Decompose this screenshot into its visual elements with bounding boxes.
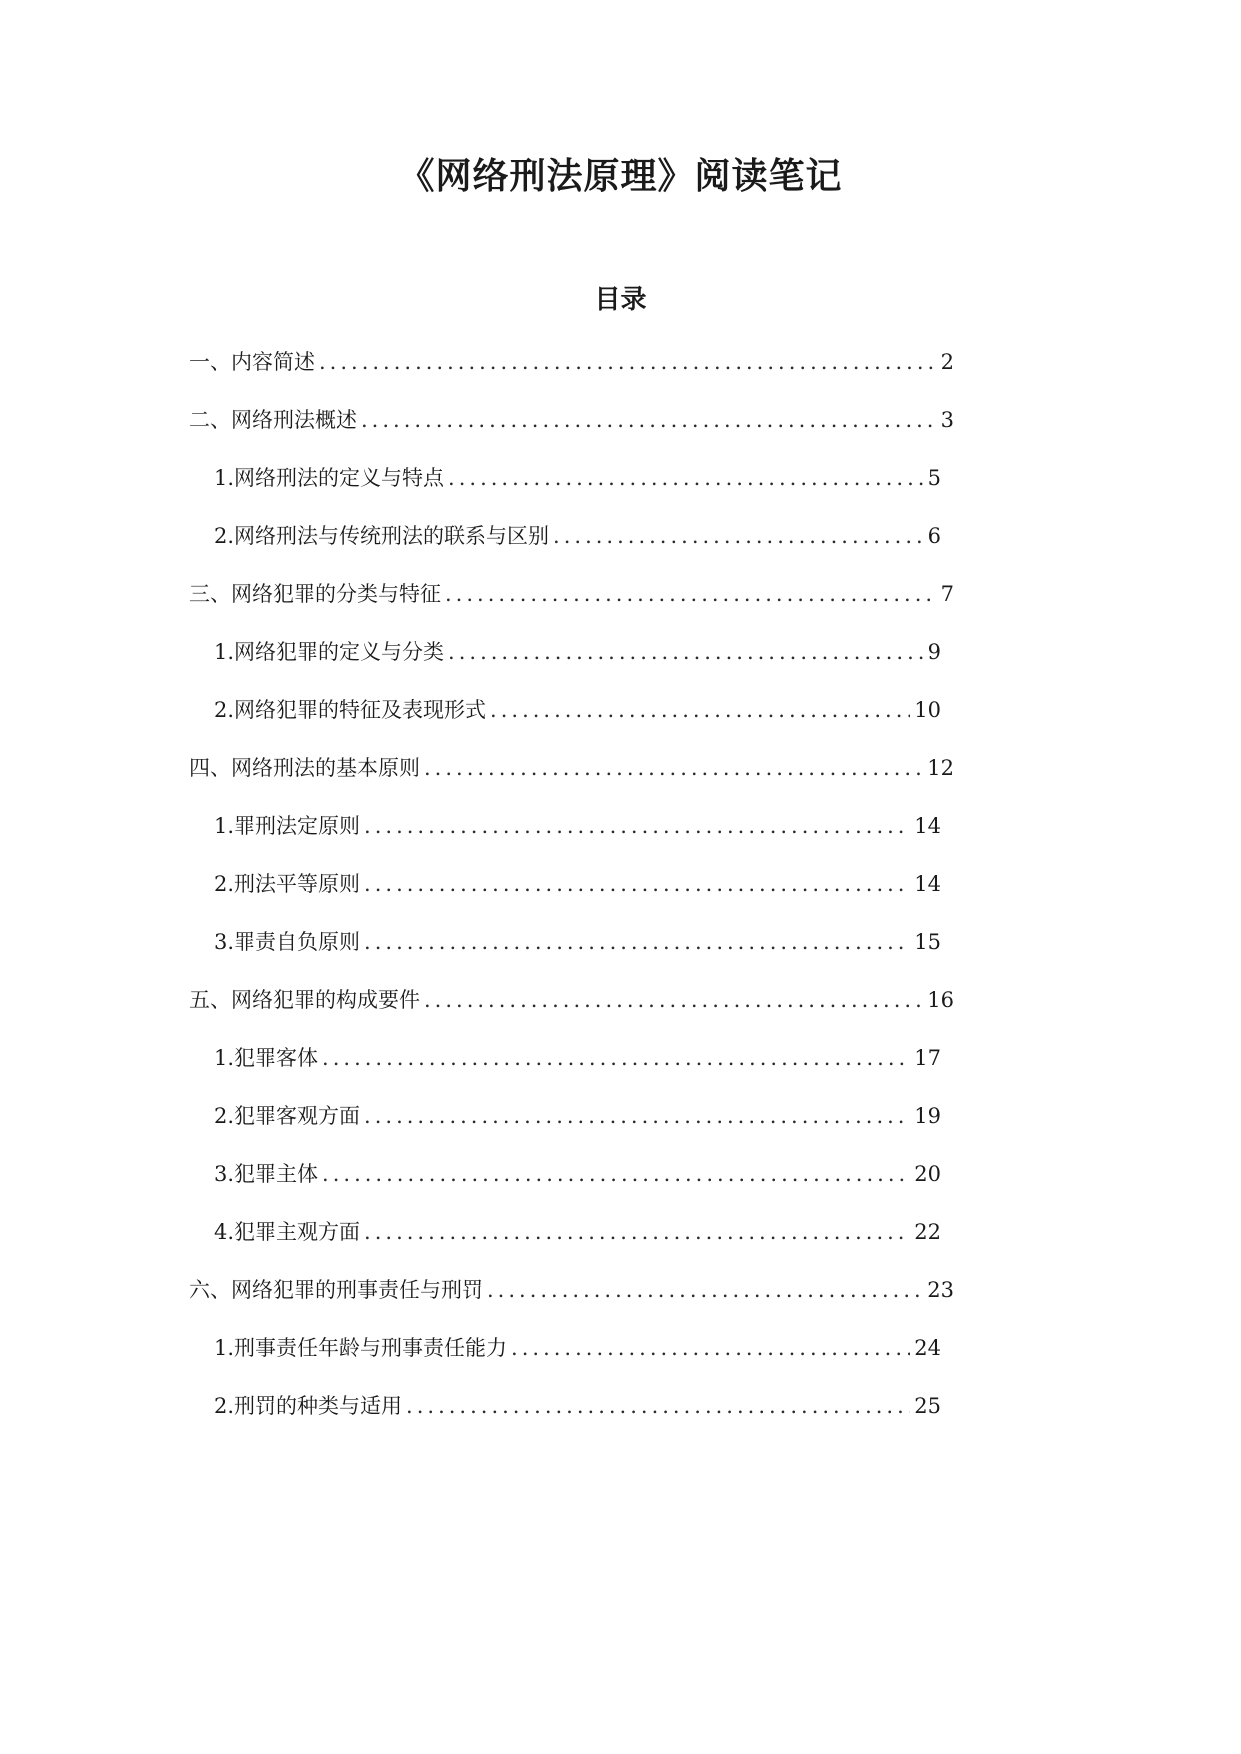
toc-entry-text: 网络刑法的定义与特点: [234, 466, 445, 490]
toc-entry-number: 2.: [214, 1104, 235, 1128]
toc-page-number: 16: [927, 988, 954, 1012]
toc-entry-text: 六、网络犯罪的刑事责任与刑罚: [189, 1278, 483, 1302]
toc-entry-number: 1.: [214, 640, 235, 664]
toc-entry-number: 1.: [214, 466, 235, 490]
toc-entry[interactable]: [214, 637, 941, 667]
toc-page-number: 19: [914, 1104, 941, 1128]
toc-entry-text: 罪刑法定原则: [234, 814, 361, 838]
toc-entry-number: 1.: [214, 1046, 235, 1070]
toc-leader: [319, 347, 937, 377]
toc-entry-number: 3.: [214, 930, 235, 954]
toc-entry[interactable]: [214, 695, 941, 725]
toc-entry[interactable]: [214, 1101, 941, 1131]
toc-entry[interactable]: [214, 1043, 941, 1073]
toc-entry-text: 刑罚的种类与适用: [234, 1394, 403, 1418]
toc-entry-text: 网络犯罪的特征及表现形式: [234, 698, 487, 722]
toc-page-number: 20: [914, 1162, 941, 1186]
toc-leader: [424, 985, 923, 1015]
toc-entry[interactable]: [189, 1275, 954, 1305]
toc-entry-text: 二、网络刑法概述: [189, 408, 357, 432]
toc-entry-text: 犯罪客观方面: [234, 1104, 361, 1128]
toc-entry[interactable]: [214, 869, 941, 899]
toc-entry-number: 2.: [214, 1394, 235, 1418]
toc-leader: [511, 1333, 910, 1363]
toc-leader: [490, 695, 910, 725]
toc-entry-number: 4.: [214, 1220, 235, 1244]
toc-page-number: 6: [927, 524, 941, 548]
toc-page-number: 25: [914, 1394, 941, 1418]
toc-entry[interactable]: [189, 347, 954, 377]
toc-entry-text: 网络刑法与传统刑法的联系与区别: [234, 524, 550, 548]
toc-entry-text: 网络犯罪的定义与分类: [234, 640, 445, 664]
toc-entry[interactable]: [214, 811, 941, 841]
toc-page-number: 10: [914, 698, 941, 722]
toc-entry-number: 3.: [214, 1162, 235, 1186]
toc-page-number: 5: [927, 466, 941, 490]
toc-leader: [364, 869, 910, 899]
toc-page-number: 9: [927, 640, 941, 664]
toc-entry[interactable]: [214, 927, 941, 957]
toc-page-number: 17: [914, 1046, 941, 1070]
toc-page-number: 24: [914, 1336, 941, 1360]
toc-entry[interactable]: [189, 579, 954, 609]
toc-entry[interactable]: [214, 1159, 941, 1189]
toc-leader: [322, 1159, 910, 1189]
toc-entry-text: 一、内容简述: [189, 350, 315, 374]
toc-entry-text: 犯罪主观方面: [234, 1220, 361, 1244]
toc-entry-text: 刑事责任年龄与刑事责任能力: [234, 1336, 508, 1360]
toc-entry[interactable]: [214, 1333, 941, 1363]
toc-entry-number: 1.: [214, 814, 235, 838]
toc-entry[interactable]: [189, 753, 954, 783]
toc-page-number: 2: [940, 350, 954, 374]
toc-leader: [361, 405, 937, 435]
toc-leader: [445, 579, 937, 609]
document-title: 《网络刑法原理》阅读笔记: [398, 155, 843, 197]
toc-entry-number: 2.: [214, 872, 235, 896]
toc-entry[interactable]: [214, 1391, 941, 1421]
toc-leader: [364, 1217, 910, 1247]
toc-entry-text: 刑法平等原则: [234, 872, 361, 896]
toc-leader: [406, 1391, 910, 1421]
toc-entry-text: 三、网络犯罪的分类与特征: [189, 582, 441, 606]
toc-leader: [364, 927, 910, 957]
toc-entry-number: 2.: [214, 524, 235, 548]
toc-heading: 目录: [594, 285, 647, 315]
toc-entry-number: 1.: [214, 1336, 235, 1360]
toc-entry-text: 犯罪客体: [234, 1046, 319, 1070]
toc-leader: [553, 521, 924, 551]
toc-page-number: 15: [914, 930, 941, 954]
toc-page-number: 22: [914, 1220, 941, 1244]
toc-page-number: 3: [940, 408, 954, 432]
toc-entry[interactable]: [214, 463, 941, 493]
toc-entry[interactable]: [189, 985, 954, 1015]
toc-leader: [424, 753, 923, 783]
toc-leader: [487, 1275, 923, 1305]
toc-entry[interactable]: [189, 405, 954, 435]
toc-leader: [364, 811, 910, 841]
toc-leader: [448, 463, 924, 493]
toc-entry-number: 2.: [214, 698, 235, 722]
toc-leader: [448, 637, 924, 667]
toc-entry-text: 五、网络犯罪的构成要件: [189, 988, 420, 1012]
toc-page-number: 7: [940, 582, 954, 606]
toc-entry-text: 四、网络刑法的基本原则: [189, 756, 420, 780]
toc-leader: [364, 1101, 910, 1131]
toc-page-number: 14: [914, 872, 941, 896]
toc-page-number: 14: [914, 814, 941, 838]
toc-entry-text: 罪责自负原则: [234, 930, 361, 954]
toc-leader: [322, 1043, 910, 1073]
toc-page-number: 12: [927, 756, 954, 780]
toc-entry[interactable]: [214, 521, 941, 551]
toc-entry-text: 犯罪主体: [234, 1162, 319, 1186]
toc-page-number: 23: [927, 1278, 954, 1302]
toc-entry[interactable]: [214, 1217, 941, 1247]
